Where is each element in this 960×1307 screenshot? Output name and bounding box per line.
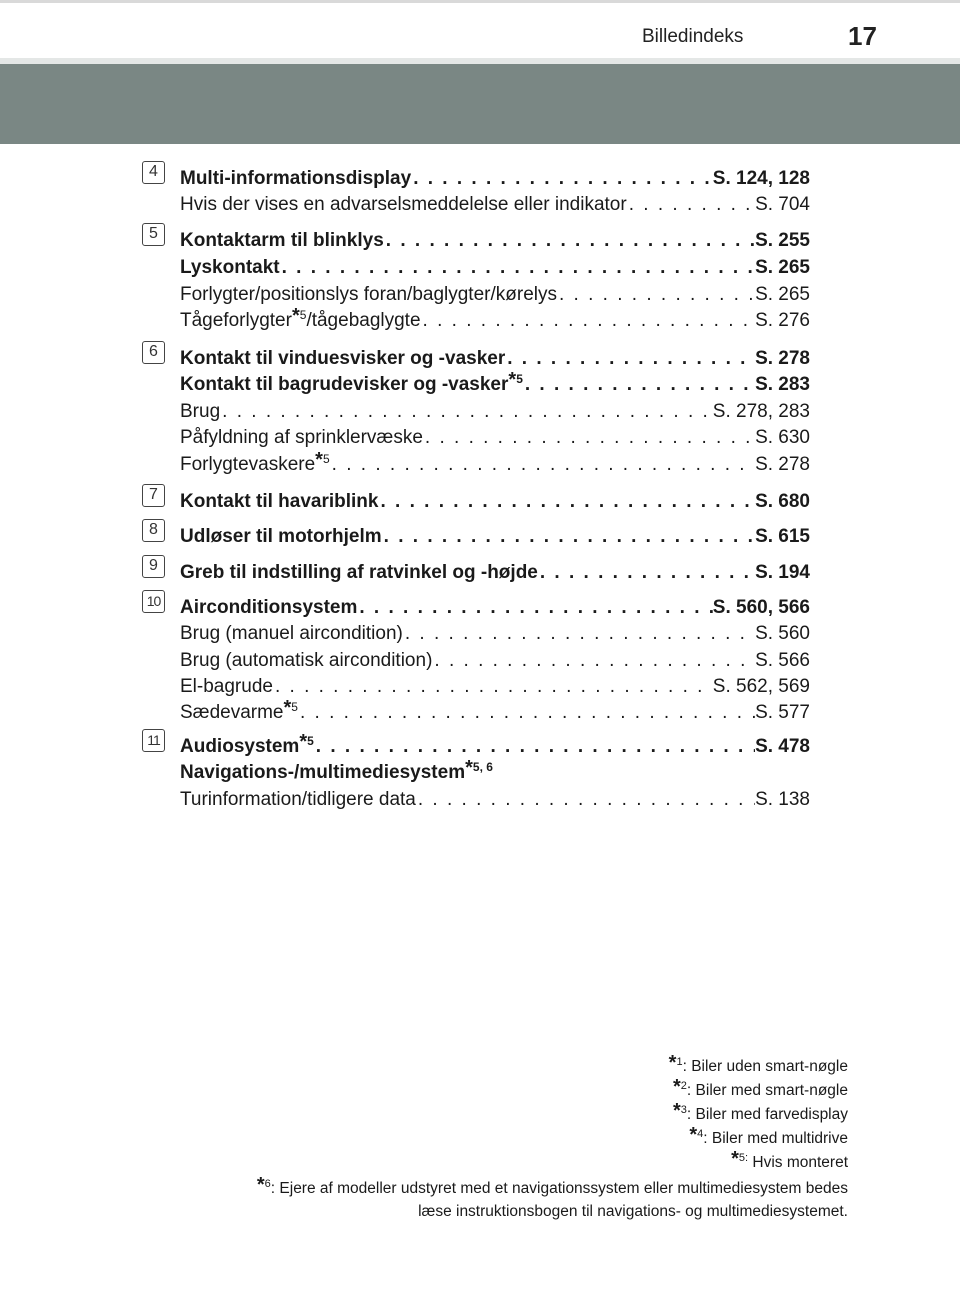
footnote-ref: *5 [299,731,314,753]
index-entry [180,491,810,513]
dot-leader [421,310,756,332]
footnote-ref: *5 [508,369,523,391]
dot-leader [382,526,755,548]
page-reference: S. 680 [755,491,810,512]
entry-label: Udløser til motorhjelm [180,526,382,547]
page-reference: S. 276 [755,310,810,331]
entry-label: Navigations-/multimediesystem$^{*5, 6}$ [180,757,493,783]
footnote-1: *$^1$: Biler uden smart-nøgle [668,1052,848,1075]
dot-leader [411,168,713,190]
entry-label: Turinformation/tidligere data [180,789,416,810]
entry-label: Multi-informationsdisplay [180,168,412,189]
callout-number: 7 [142,484,165,507]
callout-number: 4 [142,161,165,184]
entry-label: Kontakt til havariblink [180,491,379,512]
dot-leader [357,597,712,619]
index-entry [180,401,810,423]
index-entry [180,369,810,396]
index-entry [180,757,810,784]
callout-number: 8 [142,519,165,542]
entry-label: Kontakt til bagrudevisker og -vasker$^{*5}$ [180,369,523,395]
page-reference: S. 478 [755,736,810,757]
page-reference: S. 138 [755,789,810,810]
index-entry [180,427,810,449]
entry-label: Brug [180,401,221,422]
index-entry [180,676,810,698]
index-entry [180,284,810,306]
index-entry [180,194,810,216]
page-reference: S. 704 [755,194,810,215]
dot-leader [280,257,755,279]
page-reference: S. 560 [755,623,810,644]
index-entry [180,697,810,724]
index-entry [180,650,810,672]
page-reference: S. 278 [755,454,810,475]
dot-leader [384,230,755,252]
entry-label: Lyskontakt [180,257,280,278]
footnote-6-continuation: læse instruktionsbogen til navigations- og multimediesystemet. [418,1203,848,1220]
callout-number: 6 [142,341,165,364]
entry-label: Kontaktarm til blinklys [180,230,384,251]
section-title: Billedindeks [642,26,744,47]
page-reference: S. 278 [755,348,810,369]
index-entry [180,168,810,190]
callout-number: 10 [142,590,165,613]
dot-leader [505,348,755,370]
dot-leader [314,736,755,758]
entry-label: Airconditionsystem [180,597,358,618]
entry-label: Greb til indstilling af ratvinkel og -højde [180,562,538,583]
entry-label: Forlygter/positionslys foran/baglygter/kørelys [180,284,557,305]
index-entry [180,562,810,584]
footnote-3: *$^3$: Biler med farvedisplay [672,1100,848,1123]
page-reference: S. 562, 569 [712,676,810,697]
footnote-4: *$^4$: Biler med multidrive [689,1124,848,1147]
index-entry [180,348,810,370]
page-reference: S. 577 [755,702,810,723]
page-reference: S. 566 [755,650,810,671]
page-reference: S. 194 [755,562,810,583]
index-entry [180,305,810,332]
entry-label: Audiosystem$^{*5}$ [180,731,314,757]
index-entry [180,449,810,476]
dot-leader [432,650,755,672]
page-number: 17 [848,21,877,51]
index-entry [180,789,810,811]
footnote-6: *$^6$: Ejere af modeller udstyret med et navigationssystem eller multimediesystem bedes [256,1174,848,1197]
dot-leader [298,702,755,724]
footnote-ref: *5 [315,449,330,471]
footnote-2: *$^2$: Biler med smart-nøgle [673,1076,848,1099]
footnote-ref: *5 [283,697,298,719]
dot-leader [403,623,755,645]
callout-number: 5 [142,223,165,246]
dot-leader [557,284,755,306]
page-reference: S. 255 [755,230,810,251]
index-entry [180,230,810,252]
footnote-5: *$^{5:}$ Hvis monteret [731,1148,848,1171]
entry-label: Sædevarme$^{*5}$ [180,697,298,723]
dot-leader [423,427,755,449]
header-band [0,64,960,144]
page-reference: S. 615 [755,526,810,547]
dot-leader [378,491,755,513]
entry-label: Forlygtevaskere$^{*5}$ [180,449,330,475]
entry-label: Kontakt til vinduesvisker og -vasker [180,348,506,369]
footnote-ref: *5, 6 [465,757,493,779]
index-entry [180,623,810,645]
dot-leader [273,676,713,698]
dot-leader [523,374,755,396]
index-entry [180,526,810,548]
index-entry [180,731,810,758]
dot-leader [627,194,755,216]
entry-label: Brug (automatisk aircondition) [180,650,433,671]
index-entry [180,257,810,279]
page-reference: S. 283 [755,374,810,395]
dot-leader [330,454,755,476]
index-entry [180,597,810,619]
page-reference: S. 560, 566 [712,597,810,618]
entry-label: Tågeforlygter$^{*5}$/tågebaglygte [180,305,421,331]
dot-leader [538,562,755,584]
dot-leader [416,789,755,811]
page-reference: S. 630 [755,427,810,448]
entry-label: Hvis der vises en advarselsmeddelelse eller indikator [180,194,627,215]
entry-label: El-bagrude [180,676,273,697]
dot-leader [220,401,713,423]
footnote-ref: *5 [291,305,307,327]
callout-number: 11 [142,729,165,752]
entry-label: Påfyldning af sprinklervæske [180,427,423,448]
page-reference: S. 265 [755,284,810,305]
entry-label: Brug (manuel aircondition) [180,623,403,644]
page-reference: S. 124, 128 [712,168,810,189]
page-reference: S. 278, 283 [712,401,810,422]
top-border [0,0,960,3]
callout-number: 9 [142,555,165,578]
page-reference: S. 265 [755,257,810,278]
